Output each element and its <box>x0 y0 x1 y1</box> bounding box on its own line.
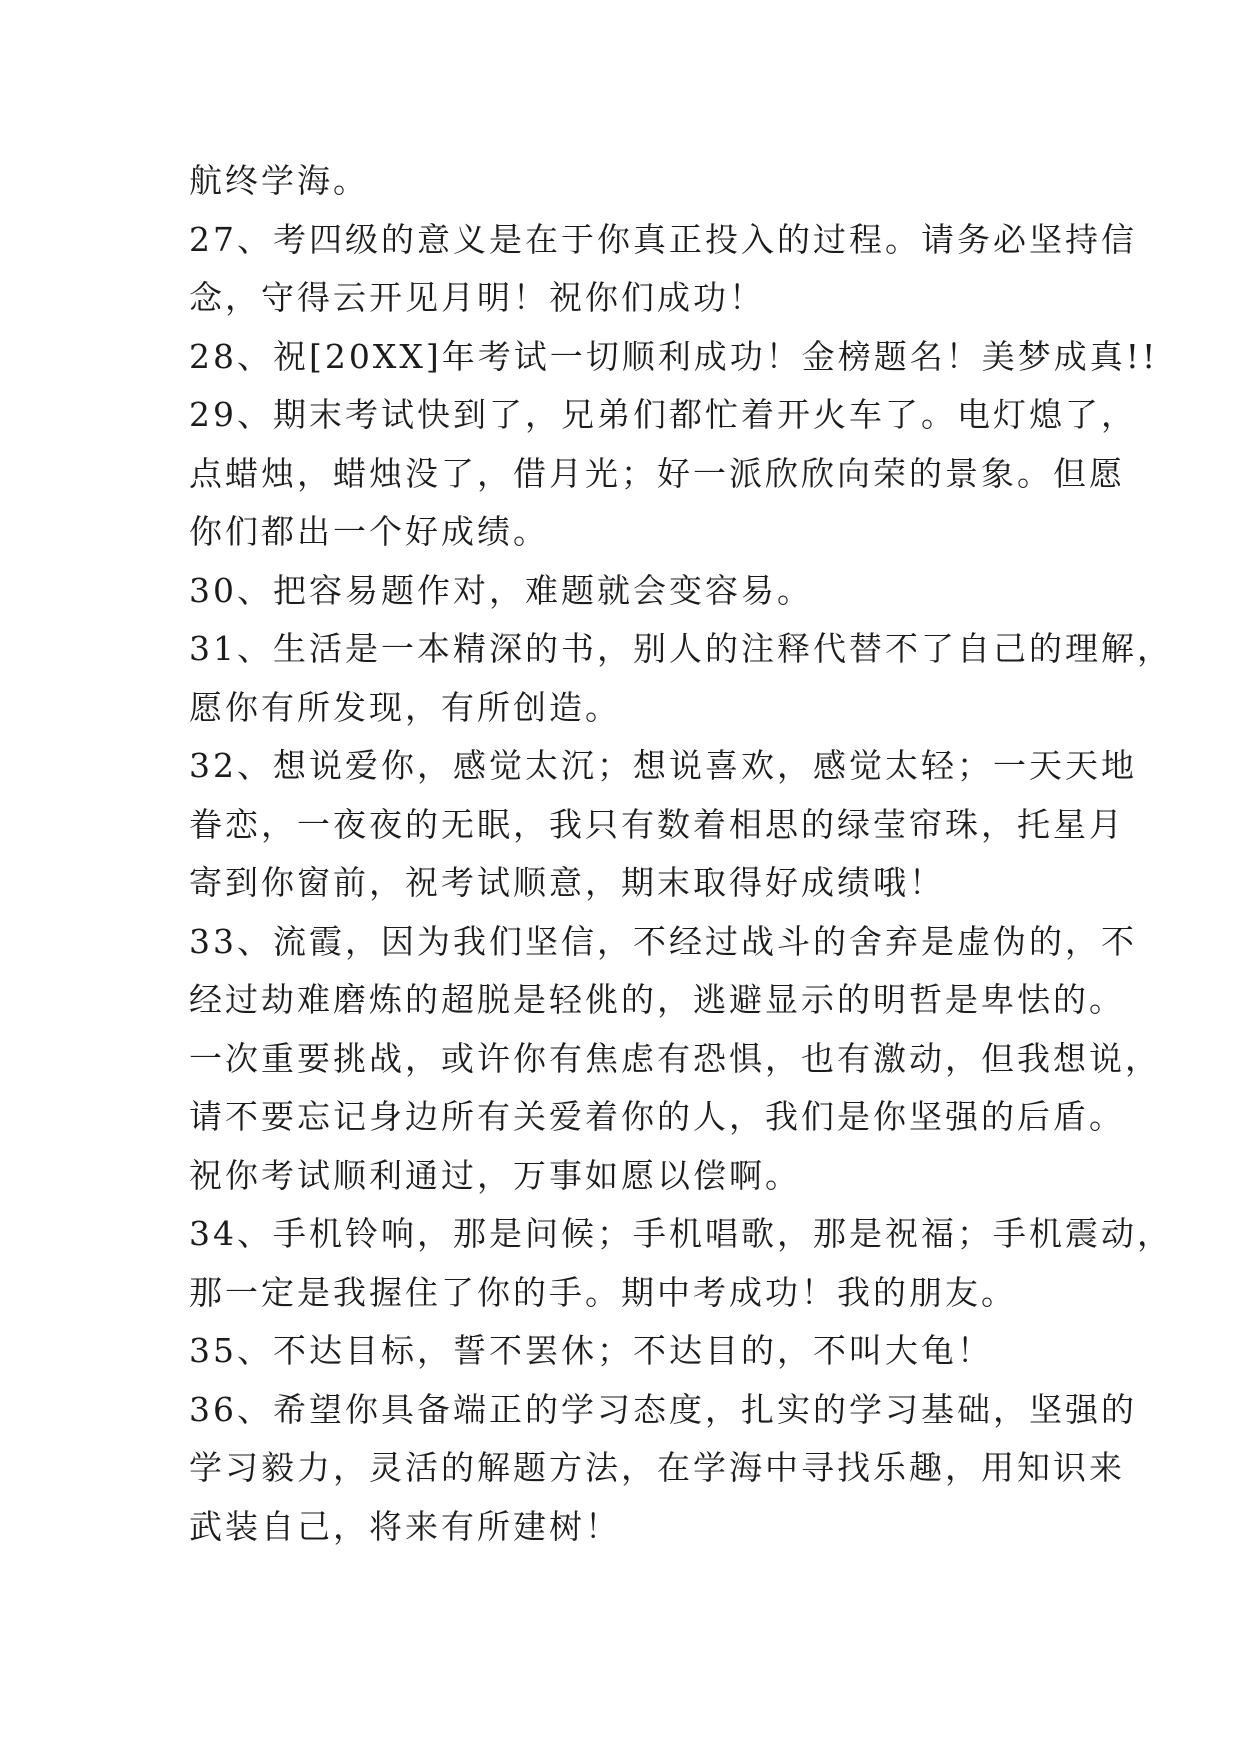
text-line: 30、把容易题作对，难题就会变容易。 <box>189 570 813 610</box>
text-line: 点蜡烛，蜡烛没了，借月光；好一派欣欣向荣的景象。但愿 <box>189 453 1125 493</box>
text-line: 32、想说爱你，感觉太沉；想说喜欢，感觉太轻；一天天地 <box>189 746 1137 785</box>
text-line: 眷恋，一夜夜的无眠，我只有数着相思的绿莹帘珠，托星月 <box>189 804 1125 844</box>
text-line: 33、流霞，因为我们坚信，不经过战斗的舍弃是虚伪的，不 <box>189 921 1137 961</box>
text-line: 31、生活是一本精深的书，别人的注释代替不了自己的理解， <box>189 629 1173 668</box>
text-line: 34、手机铃响，那是问候；手机唱歌，那是祝福；手机震动， <box>189 1214 1173 1253</box>
text-line: 愿你有所发现，有所创造。 <box>189 687 621 727</box>
text-line: 祝你考试顺利通过，万事如愿以偿啊。 <box>189 1155 801 1195</box>
text-line: 一次重要挑战，或许你有焦虑有恐惧，也有激动，但我想说， <box>189 1038 1161 1078</box>
text-line: 29、期末考试快到了，兄弟们都忙着开火车了。电灯熄了， <box>189 395 1137 434</box>
text-line: 航终学海。 <box>189 161 369 200</box>
text-line: 你们都出一个好成绩。 <box>189 512 549 551</box>
text-line: 请不要忘记身边所有关爱着你的人，我们是你坚强的后盾。 <box>189 1097 1125 1136</box>
text-line: 35、不达目标，誓不罢休；不达目的，不叫大龟！ <box>189 1331 993 1370</box>
text-line: 念，守得云开见月明！祝你们成功！ <box>189 278 765 317</box>
text-line: 那一定是我握住了你的手。期中考成功！我的朋友。 <box>189 1272 1017 1312</box>
text-line: 28、祝[20XX]年考试一切顺利成功！金榜题名！美梦成真!! <box>189 336 1159 376</box>
text-line: 学习毅力，灵活的解题方法，在学海中寻找乐趣，用知识来 <box>189 1448 1125 1487</box>
text-line: 36、希望你具备端正的学习态度，扎实的学习基础，坚强的 <box>189 1389 1137 1429</box>
text-line: 武装自己，将来有所建树！ <box>189 1506 621 1546</box>
document-body <box>189 152 1173 1556</box>
text-line: 经过劫难磨炼的超脱是轻佻的，逃避显示的明哲是卑怯的。 <box>189 980 1125 1019</box>
text-line: 寄到你窗前，祝考试顺意，期末取得好成绩哦！ <box>189 863 945 902</box>
text-line: 27、考四级的意义是在于你真正投入的过程。请务必坚持信 <box>189 219 1137 259</box>
